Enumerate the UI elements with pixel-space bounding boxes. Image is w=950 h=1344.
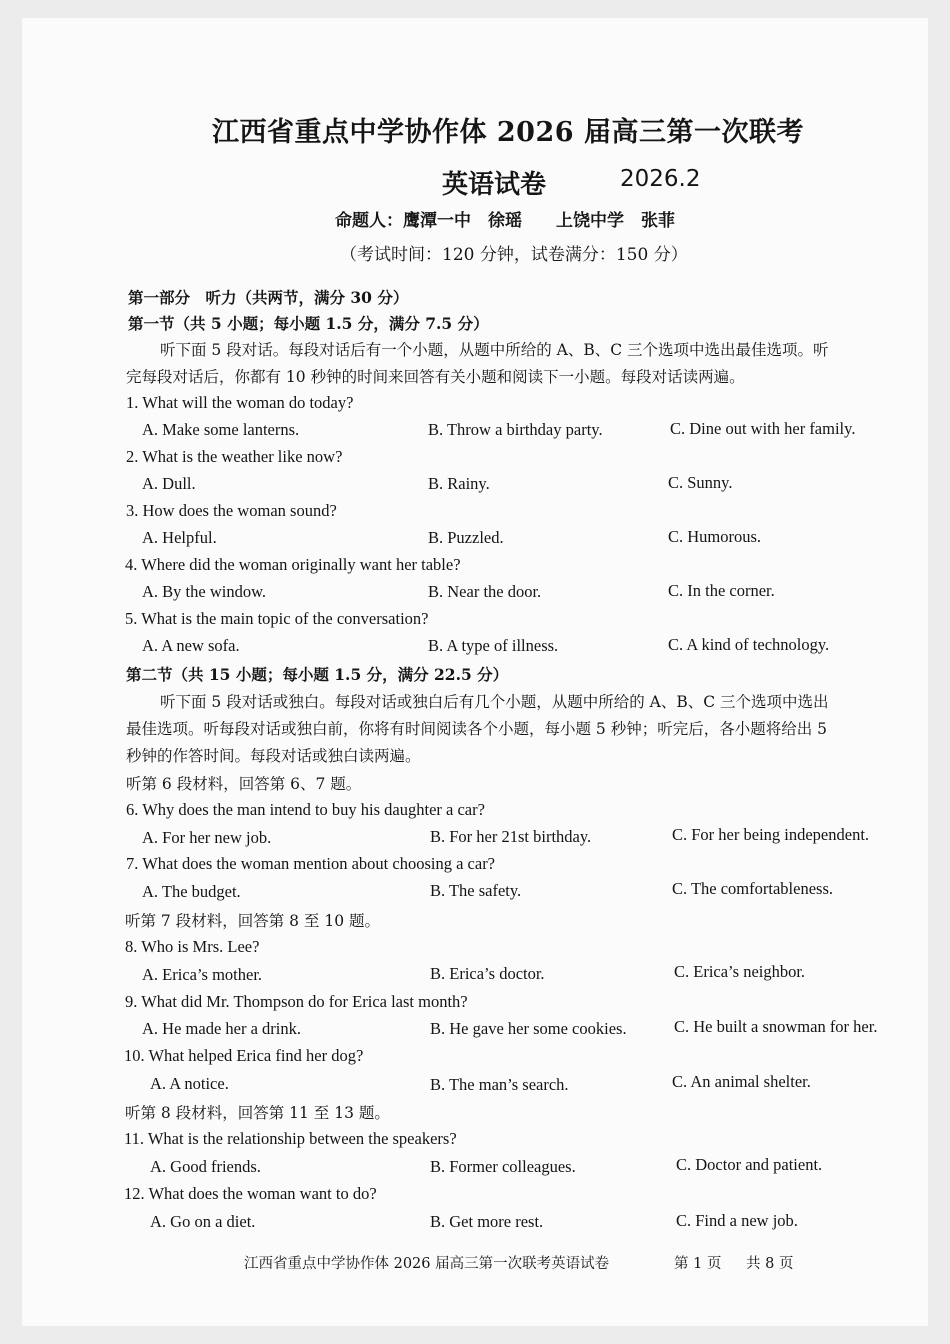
- option-7c: C. The comfortableness.: [672, 879, 833, 898]
- footer-exam-name: 江西省重点中学协作体 2026 届高三第一次联考英语试卷: [244, 1256, 610, 1272]
- section1-instruction-cont: 完每段对话后，你都有 10 秒钟的时间来回答有关小题和阅读下一小题。每段对话读两遍。: [126, 368, 745, 386]
- option-8b: B. Erica’s doctor.: [430, 964, 545, 983]
- question-4: 4. Where did the woman originally want her table?: [125, 555, 461, 574]
- question-2: 2. What is the weather like now?: [126, 447, 343, 466]
- section2-title: 第二节（共 15 小题；每小题 1.5 分，满分 22.5 分）: [126, 665, 509, 684]
- question-9: 9. What did Mr. Thompson do for Erica last month?: [125, 992, 468, 1011]
- option-6a: A. For her new job.: [142, 828, 272, 847]
- option-5b: B. A type of illness.: [428, 636, 559, 655]
- material-6-label: 听第 6 段材料，回答第 6、7 题。: [126, 775, 362, 793]
- question-11: 11. What is the relationship between the speakers?: [124, 1129, 457, 1148]
- option-11a: A. Good friends.: [150, 1157, 261, 1176]
- option-7b: B. The safety.: [430, 881, 522, 900]
- question-5: 5. What is the main topic of the conversation?: [125, 609, 429, 628]
- option-11b: B. Former colleagues.: [430, 1157, 576, 1176]
- option-3a: A. Helpful.: [142, 528, 217, 547]
- option-7a: A. The budget.: [142, 882, 241, 901]
- option-9a: A. He made her a drink.: [142, 1019, 301, 1038]
- option-12c: C. Find a new job.: [676, 1211, 798, 1230]
- section1-instruction: 听下面 5 段对话。每段对话后有一个小题，从题中所给的 A、B、C 三个选项中选出最佳选项。听: [160, 341, 829, 359]
- material-7-label: 听第 7 段材料，回答第 8 至 10 题。: [125, 912, 381, 930]
- exam-page: [22, 18, 928, 1326]
- material-8-label: 听第 8 段材料，回答第 11 至 13 题。: [125, 1104, 390, 1122]
- option-1c: C. Dine out with her family.: [670, 419, 856, 438]
- option-10a: A. A notice.: [150, 1074, 229, 1093]
- question-10: 10. What helped Erica find her dog?: [124, 1046, 364, 1065]
- option-9b: B. He gave her some cookies.: [430, 1019, 627, 1038]
- authors: 命题人：鹰潭一中 徐瑶 上饶中学 张菲: [335, 211, 675, 231]
- option-6b: B. For her 21st birthday.: [430, 827, 592, 846]
- option-1a: A. Make some lanterns.: [142, 420, 300, 439]
- option-2c: C. Sunny.: [668, 473, 733, 492]
- section1-title: 第一节（共 5 小题；每小题 1.5 分，满分 7.5 分）: [128, 314, 489, 333]
- question-8: 8. Who is Mrs. Lee?: [125, 937, 260, 956]
- part1-title: 第一部分 听力（共两节，满分 30 分）: [128, 288, 409, 307]
- option-4b: B. Near the door.: [428, 582, 542, 601]
- section2-instruction: 听下面 5 段对话或独白。每段对话或独白后有几个小题，从题中所给的 A、B、C 三个选项中选出: [160, 693, 829, 711]
- option-6c: C. For her being independent.: [672, 825, 870, 844]
- question-7: 7. What does the woman mention about choosing a car?: [126, 854, 496, 873]
- option-8c: C. Erica’s neighbor.: [674, 962, 806, 981]
- option-1b: B. Throw a birthday party.: [428, 420, 603, 439]
- section2-instruction-end: 秒钟的作答时间。每段对话或独白读两遍。: [126, 747, 421, 765]
- option-10b: B. The man’s search.: [430, 1075, 569, 1094]
- question-12: 12. What does the woman want to do?: [124, 1184, 377, 1203]
- option-4a: A. By the window.: [142, 582, 267, 601]
- question-1: 1. What will the woman do today?: [126, 393, 354, 412]
- option-3c: C. Humorous.: [668, 527, 762, 546]
- subject-title: 英语试卷: [442, 170, 547, 200]
- exam-date: 2026.2: [620, 166, 701, 192]
- question-6: 6. Why does the man intend to buy his daughter a car?: [126, 800, 485, 819]
- option-5a: A. A new sofa.: [142, 636, 240, 655]
- option-12b: B. Get more rest.: [430, 1212, 544, 1231]
- option-4c: C. In the corner.: [668, 581, 775, 600]
- option-2b: B. Rainy.: [428, 474, 490, 493]
- option-9c: C. He built a snowman for her.: [674, 1017, 878, 1036]
- option-3b: B. Puzzled.: [428, 528, 504, 547]
- exam-info: （考试时间：120 分钟，试卷满分：150 分）: [340, 245, 688, 265]
- footer-total-pages: 共 8 页: [746, 1256, 794, 1272]
- option-10c: C. An animal shelter.: [672, 1072, 811, 1091]
- section2-instruction-cont: 最佳选项。听每段对话或独白前，你将有时间阅读各个小题，每小题 5 秒钟；听完后，各小题将给出 5: [126, 720, 828, 738]
- option-12a: A. Go on a diet.: [150, 1212, 256, 1231]
- question-3: 3. How does the woman sound?: [126, 501, 337, 520]
- option-11c: C. Doctor and patient.: [676, 1155, 823, 1174]
- option-2a: A. Dull.: [142, 474, 196, 493]
- exam-title: 江西省重点中学协作体 2026 届高三第一次联考: [212, 117, 804, 148]
- option-8a: A. Erica’s mother.: [142, 965, 263, 984]
- option-5c: C. A kind of technology.: [668, 635, 830, 654]
- footer-page-number: 第 1 页: [674, 1256, 722, 1272]
